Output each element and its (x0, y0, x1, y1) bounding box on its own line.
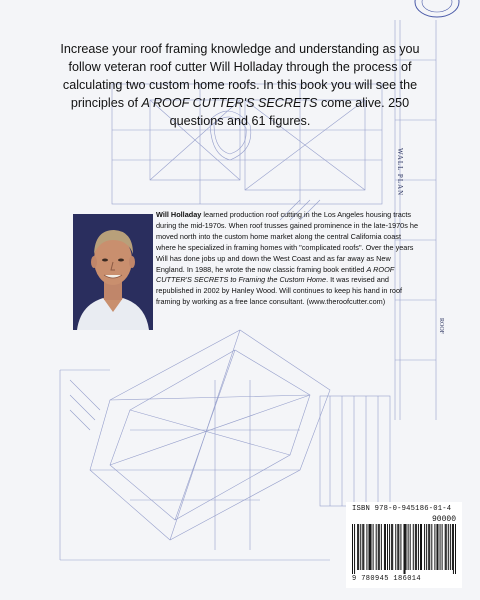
approval-stamp (411, 0, 463, 20)
isbn-number: ISBN 978-0-945186-01-4 (352, 505, 452, 513)
barcode-bar (397, 524, 398, 570)
barcode-bar (429, 524, 430, 570)
barcode-bar (366, 524, 367, 570)
barcode-bar (448, 524, 449, 570)
isbn-barcode-box (346, 502, 462, 588)
author-portrait (73, 214, 153, 330)
barcode-bar (405, 524, 406, 574)
barcode-bar (360, 524, 361, 570)
barcode-bar (357, 524, 358, 570)
barcode-bar (426, 524, 427, 570)
barcode-bar (371, 524, 372, 570)
barcode-bar (392, 524, 393, 570)
barcode-bar (395, 524, 396, 570)
barcode-bar (421, 524, 422, 570)
author-photo (73, 214, 153, 330)
cover-blurb (60, 40, 420, 130)
bio-text-1: learned production roof cutting in the Los Angeles housing tracts during the mid-1970s. When roof trusses gained prominence in the late-1970s he moved north into the custom home market along the central California coast where he specialized in framing homes with "complicated roofs". Over the years Will has done jobs up and down the West Coast and as far away as New England. In 1988, he wrote the now classic framing book entitled (156, 210, 419, 274)
barcode-bar (413, 524, 414, 570)
blurb-text-1: Increase your roof framing knowledge and understanding as you follow veteran roof cutter Will Holladay through the process of calculating two custom home roofs. In this book you will see the principles of (60, 42, 420, 110)
bio-text-2: . It was revised and republished in 2002 by Hanley Wood. Will continues to keep his hand in roof framing by working as a free lance consultant. (www.theroofcutter.com) (156, 275, 403, 307)
barcode-bar (450, 524, 451, 570)
barcode-bar (415, 524, 416, 570)
barcode-bar (406, 524, 407, 570)
barcode-bar (410, 524, 411, 570)
barcode-bar (420, 524, 421, 570)
barcode-bar (452, 524, 453, 570)
barcode-bar (424, 524, 425, 570)
barcode-bar (373, 524, 374, 570)
barcode-bar (408, 524, 409, 570)
barcode-bars (352, 524, 456, 574)
barcode-bar (389, 524, 390, 570)
barcode-bar (385, 524, 386, 570)
barcode-bar (434, 524, 435, 570)
barcode-bar (368, 524, 369, 570)
barcode-bar (362, 524, 363, 570)
author-bio-text (156, 210, 421, 308)
barcode-digits: 9 780945 186014 (352, 575, 422, 583)
barcode-bar (391, 524, 392, 570)
barcode-bar (381, 524, 382, 570)
bio-book-title: A ROOF CUTTER'S SECRETS to Framing the Custom Home (156, 264, 395, 285)
barcode-bar (398, 524, 399, 570)
barcode-bar (440, 524, 441, 570)
barcode-bar (436, 524, 437, 570)
barcode-bar (400, 524, 401, 570)
barcode-bar (437, 524, 438, 570)
roof-label: ROOF (438, 318, 444, 335)
barcode-bar (376, 524, 377, 570)
blurb-text-2: come alive. 250 questions and 61 figures. (169, 96, 410, 128)
barcode-bar (428, 524, 429, 570)
barcode-bar (363, 524, 364, 570)
barcode-bar (431, 524, 432, 570)
barcode-bar (352, 524, 353, 574)
barcode-bar (370, 524, 371, 570)
author-name: Will Holladay (156, 210, 202, 219)
barcode-bar (445, 524, 446, 570)
barcode-bar (404, 524, 405, 574)
barcode-bar (453, 524, 454, 574)
barcode-bar (442, 524, 443, 570)
barcode-bar (446, 524, 447, 570)
author-bio-section (64, 196, 424, 352)
barcode-bar (384, 524, 385, 570)
barcode-bar (378, 524, 379, 570)
barcode-bar (354, 524, 355, 574)
barcode-bar (379, 524, 380, 570)
barcode-bar (455, 524, 456, 574)
barcode-bar (387, 524, 388, 570)
price-code: 90000 (431, 515, 456, 524)
barcode-bar (418, 524, 419, 570)
barcode-bar (358, 524, 359, 570)
barcode-bar (416, 524, 417, 570)
blurb-book-title: A ROOF CUTTER'S SECRETS (141, 96, 318, 110)
wall-plan-label: WALL PLAN (396, 148, 404, 197)
